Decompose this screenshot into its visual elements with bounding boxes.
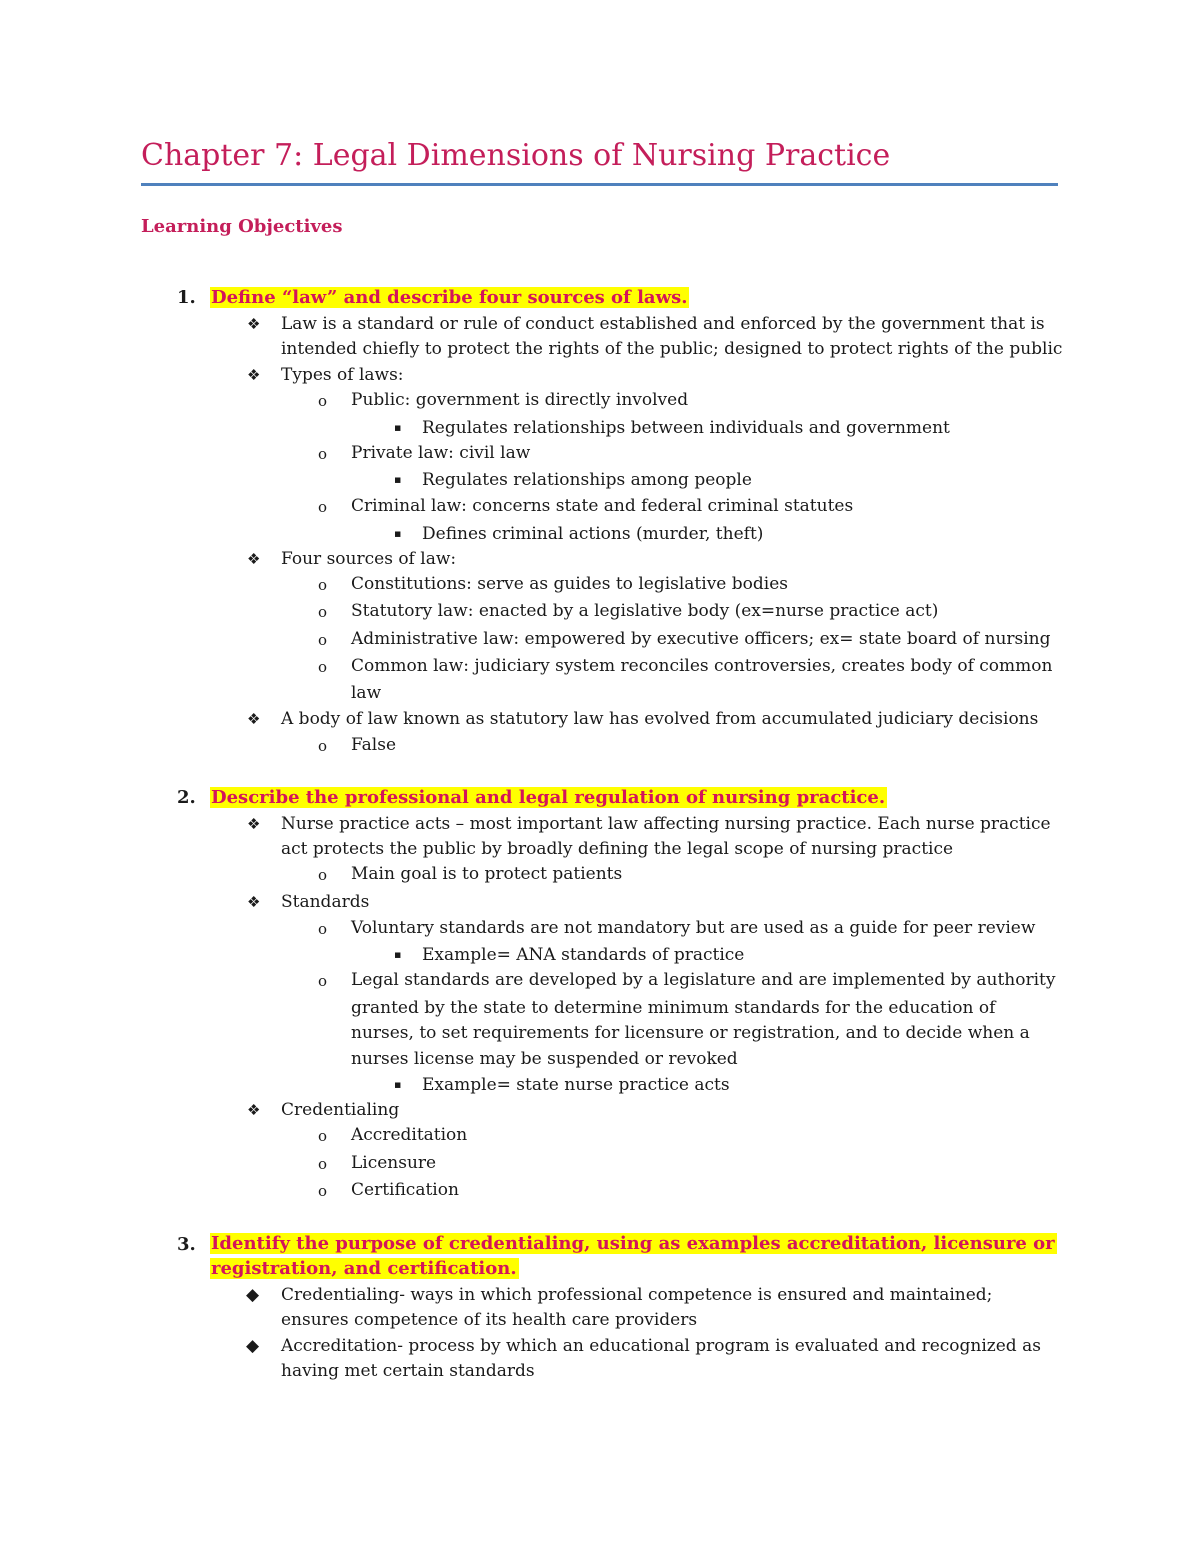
list-item: Statutory law: enacted by a legislative body (ex=nurse practice act) xyxy=(351,601,939,621)
circle-bullet-icon: o xyxy=(318,576,328,594)
objective-number: 3. xyxy=(177,1234,196,1255)
list-item: Criminal law: concerns state and federal criminal statutes xyxy=(351,496,854,516)
list-item: Voluntary standards are not mandatory but are used as a guide for peer review xyxy=(351,918,1036,938)
list-item: granted by the state to determine minimum standards for the education of xyxy=(351,998,996,1018)
four-point-diamond-icon: ❖ xyxy=(247,710,261,728)
four-point-diamond-icon: ❖ xyxy=(247,315,261,333)
circle-bullet-icon: o xyxy=(318,603,328,621)
four-point-diamond-icon: ❖ xyxy=(247,815,261,833)
list-item: Legal standards are developed by a legislature and are implemented by authority xyxy=(351,970,1056,990)
objective-number: 2. xyxy=(177,787,196,808)
list-item: act protects the public by broadly defining the legal scope of nursing practice xyxy=(281,839,954,859)
list-item: ensures competence of its health care providers xyxy=(281,1310,698,1330)
objective-number: 1. xyxy=(177,287,196,308)
list-item: Defines criminal actions (murder, theft) xyxy=(422,524,764,544)
four-point-diamond-icon: ❖ xyxy=(247,893,261,911)
title-rule xyxy=(141,183,1058,186)
circle-bullet-icon: o xyxy=(318,658,328,676)
square-bullet-icon: ▪ xyxy=(394,473,402,486)
list-item: Credentialing- ways in which professional competence is ensured and maintained; xyxy=(281,1285,993,1305)
list-item: Standards xyxy=(281,892,370,912)
list-item: A body of law known as statutory law has evolved from accumulated judiciary decisions xyxy=(281,709,1039,729)
list-item: nurses, to set requirements for licensure or registration, and to decide when a xyxy=(351,1023,1030,1043)
objective-heading-continued: registration, and certification. xyxy=(211,1258,517,1279)
list-item: Credentialing xyxy=(281,1100,400,1120)
circle-bullet-icon: o xyxy=(318,445,328,463)
list-item: Example= ANA standards of practice xyxy=(422,945,745,965)
list-item: Main goal is to protect patients xyxy=(351,864,623,884)
list-item: Administrative law: empowered by executive officers; ex= state board of nursing xyxy=(351,629,1051,649)
list-item: nurses license may be suspended or revoked xyxy=(351,1049,738,1069)
list-item: Example= state nurse practice acts xyxy=(422,1075,730,1095)
diamond-bullet-icon: ◆ xyxy=(246,1285,260,1305)
diamond-bullet-icon: ◆ xyxy=(246,1336,260,1356)
list-item: Public: government is directly involved xyxy=(351,390,689,410)
circle-bullet-icon: o xyxy=(318,1182,328,1200)
circle-bullet-icon: o xyxy=(318,972,328,990)
four-point-diamond-icon: ❖ xyxy=(247,550,261,568)
circle-bullet-icon: o xyxy=(318,920,328,938)
learning-objectives-heading: Learning Objectives xyxy=(141,216,343,237)
list-item: False xyxy=(351,735,396,755)
list-item: Constitutions: serve as guides to legislative bodies xyxy=(351,574,788,594)
list-item: intended chiefly to protect the rights of the public; designed to protect rights of the public xyxy=(281,339,1063,359)
list-item: Four sources of law: xyxy=(281,549,457,569)
four-point-diamond-icon: ❖ xyxy=(247,366,261,384)
list-item: law xyxy=(351,683,382,703)
square-bullet-icon: ▪ xyxy=(394,421,402,434)
square-bullet-icon: ▪ xyxy=(394,1078,402,1091)
square-bullet-icon: ▪ xyxy=(394,948,402,961)
list-item: Nurse practice acts – most important law affecting nursing practice. Each nurse practice xyxy=(281,814,1051,834)
list-item: having met certain standards xyxy=(281,1361,535,1381)
circle-bullet-icon: o xyxy=(318,631,328,649)
list-item: Accreditation- process by which an educational program is evaluated and recognized as xyxy=(281,1336,1041,1356)
list-item: Regulates relationships between individuals and government xyxy=(422,418,950,438)
list-item: Accreditation xyxy=(351,1125,468,1145)
objective-heading: Describe the professional and legal regulation of nursing practice. xyxy=(211,787,886,808)
list-item: Regulates relationships among people xyxy=(422,470,752,490)
circle-bullet-icon: o xyxy=(318,1127,328,1145)
list-item: Licensure xyxy=(351,1153,437,1173)
circle-bullet-icon: o xyxy=(318,737,328,755)
circle-bullet-icon: o xyxy=(318,1155,328,1173)
list-item: Certification xyxy=(351,1180,459,1200)
circle-bullet-icon: o xyxy=(318,498,328,516)
list-item: Law is a standard or rule of conduct established and enforced by the government that is xyxy=(281,314,1045,334)
four-point-diamond-icon: ❖ xyxy=(247,1101,261,1119)
list-item: Private law: civil law xyxy=(351,443,531,463)
objective-heading: Define “law” and describe four sources of laws. xyxy=(211,287,688,308)
list-item: Types of laws: xyxy=(281,365,404,385)
page-title: Chapter 7: Legal Dimensions of Nursing Practice xyxy=(141,138,891,173)
list-item: Common law: judiciary system reconciles controversies, creates body of common xyxy=(351,656,1053,676)
square-bullet-icon: ▪ xyxy=(394,527,402,540)
circle-bullet-icon: o xyxy=(318,392,328,410)
circle-bullet-icon: o xyxy=(318,866,328,884)
objective-heading: Identify the purpose of credentialing, using as examples accreditation, licensure or xyxy=(211,1233,1055,1254)
